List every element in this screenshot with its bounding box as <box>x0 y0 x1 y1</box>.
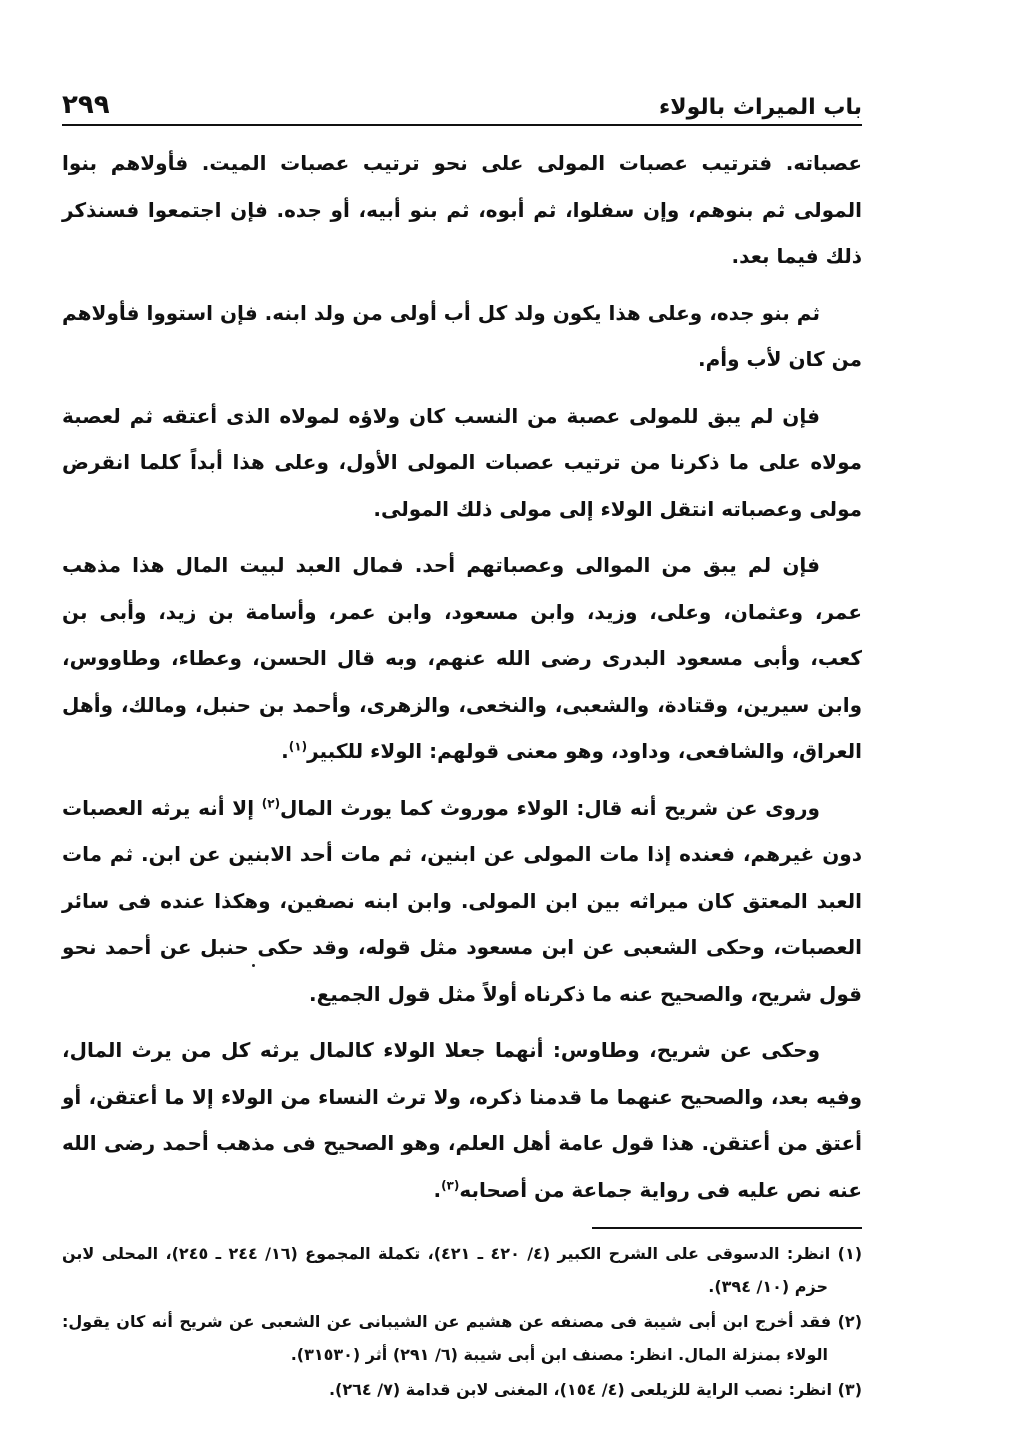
footnotes <box>62 1237 862 1406</box>
footnote-ref[interactable]: (٢) <box>261 795 281 810</box>
paragraph: عصباته. فترتيب عصبات المولى على نحو ترتيب عصبات الميت. فأولاهم بنوا المولى ثم بنوهم، وإن سفلوا، ثم أبوه، ثم بنو أبيه، أو جده. فإن اجتمعوا فسنذكر ذلك فيما بعد. <box>62 151 862 268</box>
running-title: باب الميراث بالولاء <box>658 95 862 120</box>
page-header <box>62 78 862 126</box>
book-page <box>62 78 862 1428</box>
paragraph: فإن لم يبق للمولى عصبة من النسب كان ولاؤه لمولاه الذى أعتقه ثم لعصبة مولاه على ما ذكرنا من ترتيب عصبات المولى الأول، وعلى هذا أبداً كلما انقرض مولى وعصباته انتقل الولاء إلى مولى ذلك المولى. <box>62 403 862 521</box>
paragraph: وروى عن شريح أنه قال: الولاء موروث كما يورث المال$^{(٢)}$ إلا أنه يرثه العصبات دون غيرهم، فعنده إذا مات المولى عن ابنين، ثم مات أحد الابنين عن ابن. ثم مات العبد المعتق كان ميراثه بين ابن المولى. وابن ابنه نصفين، وهكذا عنده فى سائر العصبات، وحكى الشعبى عن ابن مسعود مثل قوله، وقد حكى حنبل عن أحمد نحو قول شريح، والصحيح عنه ما ذكرناه أولاً مثل قول الجميع. <box>62 795 862 1006</box>
paragraph: ثم بنو جده، وعلى هذا يكون ولد كل أب أولى من ولد ابنه. فإن استووا فأولاهم من كان لأب وأم. <box>62 300 862 371</box>
footnote: (٣) انظر: نصب الراية للزيلعى (٤/ ١٥٤)، المغنى لابن قدامة (٧/ ٢٦٤). <box>328 1380 862 1399</box>
scan-speck <box>252 964 255 967</box>
footnote-ref[interactable]: (١) <box>288 739 308 754</box>
paragraph: فإن لم يبق من الموالى وعصباتهم أحد. فمال العبد لبيت المال هذا مذهب عمر، وعثمان، وعلى، وزيد، وابن مسعود، وابن عمر، وأسامة بن زيد، وأبى بن كعب، وأبى مسعود البدرى رضى الله عنهم، وبه قال الحسن، وعطاء، وطاووس، وابن سيرين، وقتادة، والشعبى، والنخعى، والزهرى، وأحمد بن حنبل، ومالك، وأهل العراق، والشافعى، وداود، وهو معنى قولهم: الولاء للكبير$^{(١)}$. <box>62 553 862 763</box>
footnote-ref[interactable]: (٣) <box>441 1177 460 1192</box>
paragraph: وحكى عن شريح، وطاوس: أنهما جعلا الولاء كالمال يرثه كل من يرث المال، وفيه بعد، والصحيح عنهما ما قدمنا ذكره، ولا ترث النساء من الولاء إلا ما أعتقن، أو أعتق من أعتقن. هذا قول عامة أهل العلم، وهو الصحيح فى مذهب أحمد رضى الله عنه نص عليه فى رواية جماعة من أصحابه$^{(٣)}$. <box>62 1038 862 1202</box>
main-text <box>62 140 862 1213</box>
footnote: (٢) فقد أخرج ابن أبى شيبة فى مصنفه عن هشيم عن الشيبانى عن الشعبى عن شريح أنه كان يقول: الولاء بمنزلة المال. انظر: مصنف ابن أبى شيبة (٦/ ٢٩١) أثر (٣١٥٣٠). <box>62 1312 862 1364</box>
footnote: (١) انظر: الدسوقى على الشرح الكبير (٤/ ٤٢٠ ـ ٤٢١)، تكملة المجموع (١٦/ ٢٤٤ ـ ٢٤٥)، المحلى لابن حزم (١٠/ ٣٩٤). <box>62 1244 863 1296</box>
footnote-separator <box>592 1227 862 1229</box>
page-number: ٢٩٩ <box>62 90 110 120</box>
